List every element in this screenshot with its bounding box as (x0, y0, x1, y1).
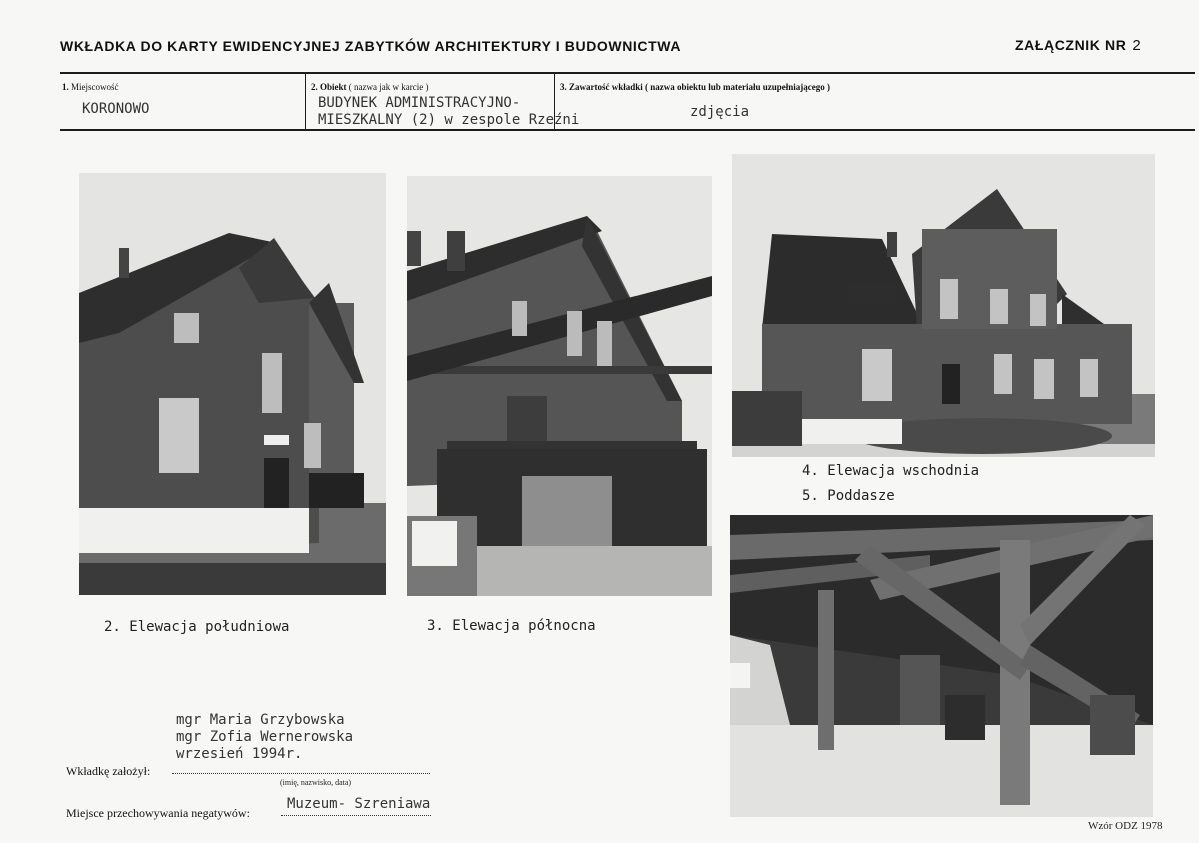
locality-label (62, 82, 119, 92)
photo-east-elevation (732, 154, 1155, 457)
object-label-text: Obiekt (320, 82, 347, 92)
photo-attic (730, 515, 1153, 817)
negatives-value: Muzeum- Szreniawa (287, 796, 431, 812)
locality-value: KORONOWO (82, 101, 150, 117)
photo-north-elevation (407, 176, 712, 596)
content-label (560, 82, 830, 92)
filed-by-hint: (imię, nazwisko, data) (280, 778, 352, 787)
content-label-num: 3. (560, 82, 567, 92)
negatives-label: Miejsce przechowywania negatywów: (66, 806, 250, 820)
object-label-hint: ( nazwa jak w karcie ) (348, 82, 429, 92)
annex-number: 2 (1132, 37, 1142, 54)
filed-by-label: Wkładkę założył: (66, 764, 151, 778)
annex-label-text: ZAŁĄCZNIK NR (1015, 37, 1127, 53)
field-divider-1 (305, 73, 306, 129)
content-label-text: Zawartość wkładki (569, 82, 643, 92)
photo-south-elevation (79, 173, 386, 595)
author-line-2: mgr Zofia Wernerowska (176, 729, 354, 745)
object-label-num: 2. (311, 82, 318, 92)
form-code: Wzór ODZ 1978 (1088, 820, 1163, 832)
locality-label-num: 1. (62, 82, 69, 92)
content-value: zdjęcia (690, 104, 750, 120)
author-line-1: mgr Maria Grzybowska (176, 712, 345, 728)
object-value-line1: BUDYNEK ADMINISTRACYJNO- (318, 95, 521, 111)
caption-east-elevation: 4. Elewacja wschodnia (802, 463, 980, 479)
document-title: WKŁADKA DO KARTY EWIDENCYJNEJ ZABYTKÓW ARCHITEKTURY I BUDOWNICTWA (60, 38, 682, 54)
object-label (311, 82, 428, 92)
header-top-rule (60, 72, 1195, 74)
negatives-dotted-line (281, 815, 431, 816)
header-bottom-rule (60, 129, 1195, 131)
date-line: wrzesień 1994r. (176, 746, 303, 762)
locality-label-text: Miejscowość (71, 82, 119, 92)
content-label-hint: ( nazwa obiektu lub materiału uzupełniającego ) (645, 82, 831, 92)
filed-by-dotted-line (172, 773, 430, 774)
object-value-line2: MIESZKALNY (2) w zespole Rzeźni (318, 112, 580, 128)
caption-attic: 5. Poddasze (802, 488, 895, 504)
annex-label (1015, 37, 1141, 54)
caption-south-elevation: 2. Elewacja południowa (104, 619, 290, 635)
caption-north-elevation: 3. Elewacja północna (427, 618, 596, 634)
